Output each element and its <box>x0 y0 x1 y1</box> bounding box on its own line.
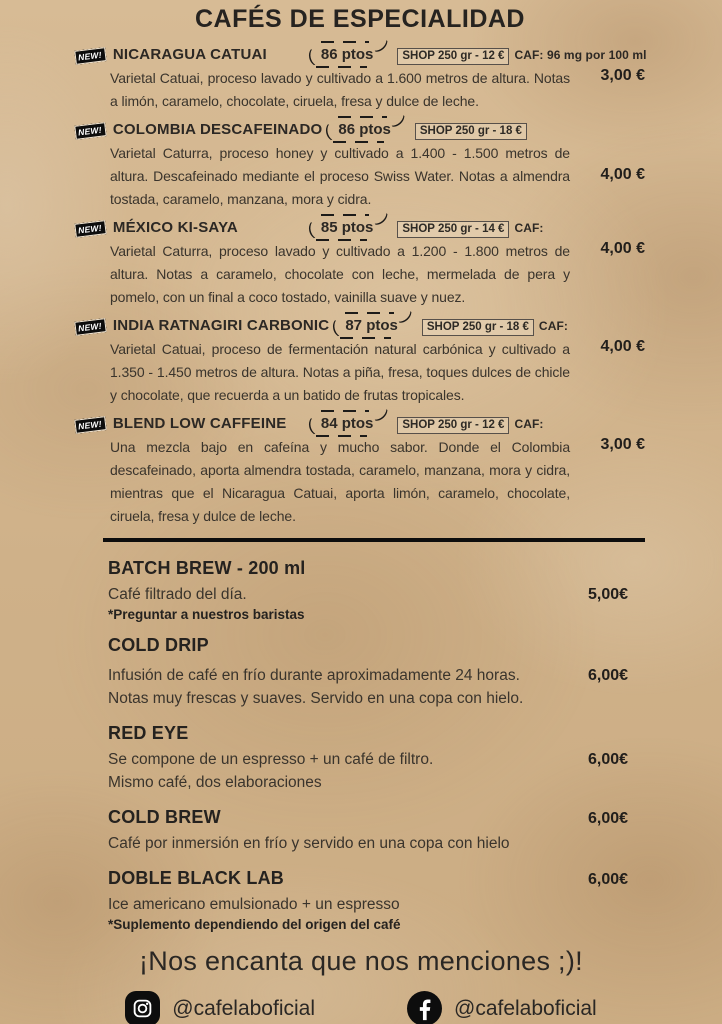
specialty-section <box>75 38 647 528</box>
ptos-decoration: ( <box>305 219 316 240</box>
item-body <box>75 142 645 211</box>
item-name: BLEND LOW CAFFEINE <box>112 415 287 432</box>
points-value: 87 ptos <box>345 317 398 334</box>
facebook-link[interactable] <box>407 991 597 1024</box>
points-value: 85 ptos <box>320 219 374 236</box>
item-description: Varietal Catuai, proceso lavado y cultivado a 1.600 metros de altura. Notas a limón, caramelo, chocolate, ciruela, fresa y dulce de leche. <box>110 70 570 109</box>
instagram-icon <box>125 991 160 1024</box>
ptos-decoration: ( <box>305 415 316 436</box>
item-description: Ice americano emulsionado + un espresso <box>108 896 400 913</box>
item-description: Varietal Caturra, proceso lavado y cultivado a 1.200 - 1.800 metros de altura. Notas a caramelo, chocolate con leche, mermelada de pera y pomelo, con un final a coco tostado, vainilla suave y nuez. <box>110 243 570 305</box>
item-header <box>75 211 669 240</box>
menu-content <box>0 5 722 932</box>
caffeine-info: CAF: <box>538 319 568 333</box>
shop-price-tag: SHOP 250 gr - 14 € <box>397 221 509 238</box>
ptos-decoration: ( <box>305 46 316 67</box>
points-badge <box>330 309 417 338</box>
item-description: Café filtrado del día. <box>108 586 247 603</box>
item-price: 4,00 € <box>600 240 645 257</box>
instagram-link[interactable] <box>125 991 315 1024</box>
caffeine-info: CAF: <box>514 417 544 431</box>
item-body <box>75 436 645 528</box>
item-description: Mismo café, dos elaboraciones <box>108 774 322 791</box>
points-badge <box>305 407 392 436</box>
item-price: 6,00€ <box>588 667 629 684</box>
item-body <box>108 664 645 687</box>
instagram-handle: @cafelaboficial <box>172 996 315 1020</box>
caffeine-info: CAF: 96 mg por 100 ml <box>514 48 647 62</box>
shop-price-tag: SHOP 250 gr - 18 € <box>422 319 534 336</box>
item-price: 4,00 € <box>600 338 645 355</box>
item-note: *Suplemento dependiendo del origen del café <box>108 917 401 932</box>
ptos-decoration: ) <box>373 407 392 425</box>
item-description: Varietal Catuai, proceso de fermentación natural carbónica y cultivado a 1.350 - 1.450 metros de altura. Notas a piña, fresa, toques dulces de chicle y chocolate, que recuerda a un batido de frutas tropicales. <box>110 341 570 403</box>
item-header <box>108 807 645 832</box>
item-header <box>108 868 645 893</box>
item-description: Varietal Caturra, proceso honey y cultivado a 1.400 - 1.500 metros de altura. Descafeinado mediante el proceso Swiss Water. Notas a almendra tostada, caramelo, manzana, mora y cidra. <box>110 145 570 207</box>
points-value: 84 ptos <box>320 415 374 432</box>
ptos-decoration <box>316 239 367 241</box>
footer-tagline: ¡Nos encanta que nos menciones ;)! <box>139 946 583 976</box>
ptos-decoration <box>340 337 391 339</box>
shop-price-tag: SHOP 250 gr - 18 € <box>415 123 527 140</box>
shop-price-tag: SHOP 250 gr - 12 € <box>397 48 509 65</box>
item-header <box>75 407 669 436</box>
ptos-decoration: ( <box>323 121 333 142</box>
item-body <box>75 67 645 113</box>
item-description: Infusión de café en frío durante aproximadamente 24 horas. <box>108 667 520 684</box>
item-name: COLOMBIA DESCAFEINADO <box>112 121 323 138</box>
menu-item-cold-brew <box>108 807 645 855</box>
ptos-decoration: ) <box>398 309 417 327</box>
item-price: 6,00€ <box>588 871 629 888</box>
new-badge: NEW! <box>74 47 106 65</box>
menu-item-mexico-ki-saya <box>75 211 645 309</box>
menu-item-red-eye <box>108 723 645 794</box>
facebook-icon <box>407 991 442 1024</box>
item-body <box>75 240 645 309</box>
new-badge: NEW! <box>74 318 106 336</box>
item-name: BATCH BREW - 200 ml <box>108 558 306 578</box>
menu-item-colombia-descafeinado <box>75 113 645 211</box>
brew-section <box>75 558 645 932</box>
ptos-decoration: ) <box>373 38 392 56</box>
ptos-decoration <box>338 116 387 118</box>
points-badge <box>305 38 392 67</box>
ptos-decoration <box>321 410 370 412</box>
item-price: 3,00 € <box>600 436 645 453</box>
item-name: MÉXICO KI-SAYA <box>112 219 238 236</box>
social-row <box>0 991 722 1024</box>
item-description: Notas muy frescas y suaves. Servido en una copa con hielo. <box>108 690 524 707</box>
item-body <box>108 748 645 771</box>
item-price: 6,00€ <box>588 810 629 827</box>
item-name: COLD BREW <box>108 807 221 827</box>
item-description: Café por inmersión en frío y servido en una copa con hielo <box>108 835 510 852</box>
new-badge: NEW! <box>74 220 106 238</box>
points-badge <box>323 113 410 142</box>
menu-item-india-ratnagiri-carbonic <box>75 309 645 407</box>
new-badge: NEW! <box>74 122 106 140</box>
ptos-decoration: ) <box>373 211 392 229</box>
item-name: INDIA RATNAGIRI CARBONIC <box>112 317 330 334</box>
item-note: *Preguntar a nuestros baristas <box>108 607 305 622</box>
page-title: CAFÉS DE ESPECIALIDAD <box>195 5 525 33</box>
item-header <box>75 38 669 67</box>
facebook-handle: @cafelaboficial <box>454 996 597 1020</box>
item-name: NICARAGUA CATUAI <box>112 46 267 63</box>
item-name: DOBLE BLACK LAB <box>108 868 284 888</box>
caffeine-info: CAF: <box>514 221 544 235</box>
item-name: RED EYE <box>108 723 189 743</box>
menu-item-batch-brew <box>108 558 645 622</box>
shop-price-tag: SHOP 250 gr - 12 € <box>397 417 509 434</box>
points-value: 86 ptos <box>338 121 391 138</box>
item-body <box>108 583 645 606</box>
ptos-decoration <box>345 312 394 314</box>
menu-item-nicaragua-catuai <box>75 38 647 113</box>
item-price: 4,00 € <box>600 166 645 183</box>
item-header <box>75 309 669 338</box>
item-price: 6,00€ <box>588 751 629 768</box>
section-divider <box>103 538 645 542</box>
points-badge <box>305 211 392 240</box>
ptos-decoration: ) <box>391 113 410 131</box>
ptos-decoration <box>316 66 367 68</box>
item-header <box>75 113 669 142</box>
menu-item-doble-black-lab <box>108 868 645 932</box>
item-description: Una mezcla bajo en cafeína y mucho sabor. Donde el Colombia descafeinado, aporta almendra tostada, caramelo, manzana, mora y cidra, mientras que el Nicaragua Catuai, aporta limón, caramelo, chocolate, ciruela, fresa y dulce de leche. <box>110 439 570 524</box>
ptos-decoration <box>333 141 384 143</box>
item-price: 3,00 € <box>600 67 645 84</box>
item-name: COLD DRIP <box>108 635 209 655</box>
menu-item-blend-low-caffeine <box>75 407 645 528</box>
item-description: Se compone de un espresso + un café de filtro. <box>108 751 434 768</box>
new-badge: NEW! <box>74 416 106 434</box>
ptos-decoration <box>321 214 370 216</box>
ptos-decoration <box>321 41 370 43</box>
ptos-decoration: ( <box>330 317 340 338</box>
ptos-decoration <box>316 435 367 437</box>
item-body <box>75 338 645 407</box>
menu-item-cold-drip <box>108 635 645 710</box>
points-value: 86 ptos <box>320 46 374 63</box>
item-price: 5,00€ <box>588 586 629 603</box>
footer <box>0 946 722 1024</box>
